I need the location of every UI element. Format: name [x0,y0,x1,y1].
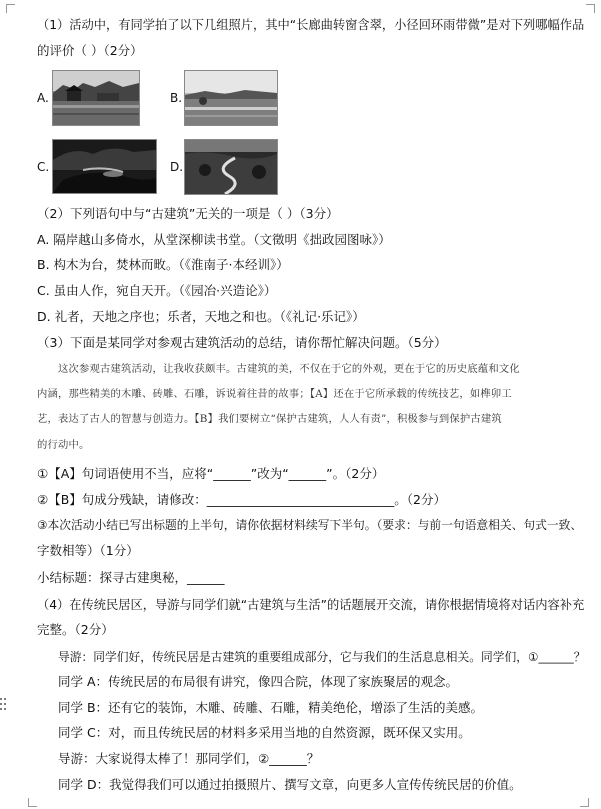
question-2: （2）下列语句中与“古建筑”无关的一项是（ ）（3分） [37,206,339,221]
question-2-option-c: C. 虽由人作，宛自天开。（《园冶·兴造论》） [37,283,277,298]
dialogue-student-c: 同学 C：对，而且传统民居的材料多采用当地的自然资源，既环保又实用。 [58,725,471,740]
option-d-photo[interactable] [184,139,278,195]
option-d-label: D. [170,160,184,174]
option-c-photo[interactable] [52,139,157,194]
question-2-option-a: A. 隔岸越山多倚水，从堂深柳读书堂。（文徵明《拙政园图咏》） [37,232,391,247]
drag-handle-icon[interactable] [0,698,8,714]
passage-line-2: 内涵，那些精美的木雕、砖雕、石雕，诉说着往昔的故事；【A】还在于它所承载的传统技艺，如榫卯工 [37,388,512,400]
question-2-option-b: B. 构木为台，焚林而畋。（《淮南子·本经训》） [37,257,289,272]
sub-question-3-line-2: 字数相等）（1分） [37,543,139,558]
corner-mark [28,798,37,807]
option-c-label: C. [37,160,50,174]
option-b-label: B. [170,91,183,105]
dialogue-guide-2: 导游：大家说得太棒了！那同学们，②______？ [58,751,320,766]
option-a-photo[interactable] [52,70,140,126]
passage-line-3: 艺，表达了古人的智慧与创造力。【B】我们要树立“保护古建筑，人人有责”，积极参与到保护古建筑 [37,413,502,425]
question-4-line-1: （4）在传统民居区，导游与同学们就“古建筑与生活”的话题展开交流，请你根据情境将对话内容补充 [37,598,585,612]
question-1-line-2: 的评价（ ）（2分） [37,43,143,58]
passage-line-1: 这次参观古建筑活动，让我收获颇丰。古建筑的美，不仅在于它的外观，更在于它的历史底蕴和文化 [58,363,520,375]
summary-title: 小结标题：探寻古建奥秘，______ [37,570,225,585]
question-3: （3）下面是某同学对参观古建筑活动的总结，请你帮忙解决问题。（5分） [37,335,447,350]
corner-mark [6,4,15,13]
dialogue-student-d: 同学 D：我觉得我们可以通过拍摄照片、撰写文章，向更多人宣传传统民居的价值。 [58,777,522,792]
option-a-label: A. [37,91,49,105]
dialogue-student-a: 同学 A：传统民居的布局很有讲究，像四合院，体现了家族聚居的观念。 [58,674,459,689]
option-b-photo[interactable] [184,70,278,126]
dialogue-guide-1: 导游：同学们好，传统民居是古建筑的重要组成部分，它与我们的生活息息相关。同学们，①______？ [58,650,586,664]
dialogue-student-b: 同学 B：还有它的装饰，木雕、砖雕、石雕，精美绝伦，增添了生活的美感。 [58,700,484,715]
sub-question-3-line-1: ③本次活动小结已写出标题的上半句，请你依据材料续写下半句。（要求：与前一句语意相关、句式一致、 [37,518,583,532]
sub-question-1: ①【A】句词语使用不当，应将“______”改为“______”。（2分） [37,466,385,481]
question-1-line-1: （1）活动中，有同学拍了以下几组照片，其中“长廊曲转窗含翠，小径回环雨带微”是对下列哪幅作品 [37,18,585,32]
question-2-option-d: D. 礼者，天地之序也；乐者，天地之和也。（《礼记·乐记》） [37,309,365,324]
passage-line-4: 的行动中。 [37,439,90,451]
sub-question-2: ②【B】句成分残缺，请修改：______________________________。（2分） [37,492,446,507]
corner-mark [580,798,589,807]
question-4-line-2: 完整。（2分） [37,622,114,637]
corner-mark [586,4,595,13]
